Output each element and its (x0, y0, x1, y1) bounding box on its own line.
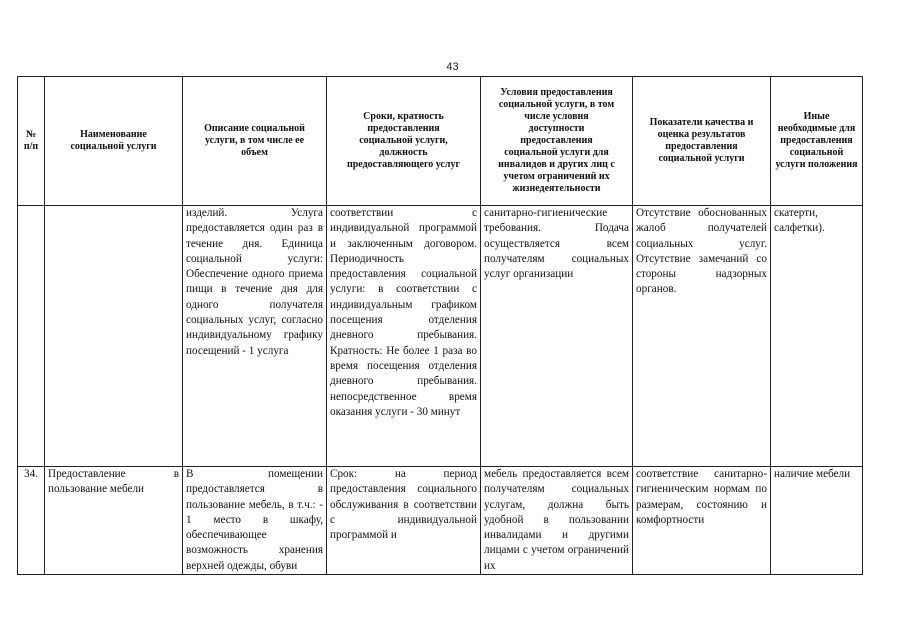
header-other: Иные необходимые для предоставления социальной услуги положения (771, 77, 863, 206)
services-table (17, 76, 863, 575)
table-row (18, 206, 863, 467)
row-number: 34. (18, 467, 45, 575)
row-terms: соответствии с индивидуальной программой и заключенным договором. Периодичность предоставления социальной услуги: в соответствии с индивидуальным графиком посещения отделения дневного пребывания. Кратность: Не более 1 раза во время посещения отделения дневного пребывания. непосредственное время оказания услуги - 30 минут (327, 206, 481, 467)
row-other: скатерти, салфетки). (771, 206, 863, 467)
row-service-name: Предоставление в пользование мебели (45, 467, 183, 575)
row-description: В помещении предоставляется в пользование мебель, в т.ч.: - 1 место в шкафу, обеспечивающее возможность хранения верхней одежды, обуви (183, 467, 327, 575)
header-service-name: Наименование социальной услуги (45, 77, 183, 206)
header-quality: Показатели качества и оценка результатов предоставления социальной услуги (633, 77, 771, 206)
table-row (18, 467, 863, 575)
row-service-name (45, 206, 183, 467)
row-other: наличие мебели (771, 467, 863, 575)
page-number: 43 (446, 61, 459, 73)
header-description: Описание социальной услуги, в том числе ее объем (183, 77, 327, 206)
row-description: изделий. Услуга предоставляется один раз в течение дня. Единица социальной услуги: Обеспечение одного приема пищи в течение дня для одного получателя социальных услуг, согласно индивидуальному графику посещений - 1 услуга (183, 206, 327, 467)
table-header-row (18, 77, 863, 206)
row-quality: соответствие санитарно-гигиеническим нормам по размерам, состоянию и комфортности (633, 467, 771, 575)
header-number: № п/п (18, 77, 45, 206)
row-conditions: мебель предоставляется всем получателям социальных услугам, должна быть удобной в пользовании инвалидами и другими лицами с учетом ограничений их (481, 467, 633, 575)
header-terms: Сроки, кратность предоставления социальной услуги, должность предоставляющего услуг (327, 77, 481, 206)
row-terms: Срок: на период предоставления социального обслуживания в соответствии с индивидуальной программой и (327, 467, 481, 575)
header-conditions: Условия предоставления социальной услуги, в том числе условия доступности предоставления социальной услуги для инвалидов и других лиц с учетом ограничений их жизнедеятельности (481, 77, 633, 206)
row-conditions: санитарно-гигиенические требования. Подача осуществляется всем получателям социальных услуг организации (481, 206, 633, 467)
row-quality: Отсутствие обоснованных жалоб получателей социальных услуг. Отсутствие замечаний со стороны надзорных органов. (633, 206, 771, 467)
row-number (18, 206, 45, 467)
